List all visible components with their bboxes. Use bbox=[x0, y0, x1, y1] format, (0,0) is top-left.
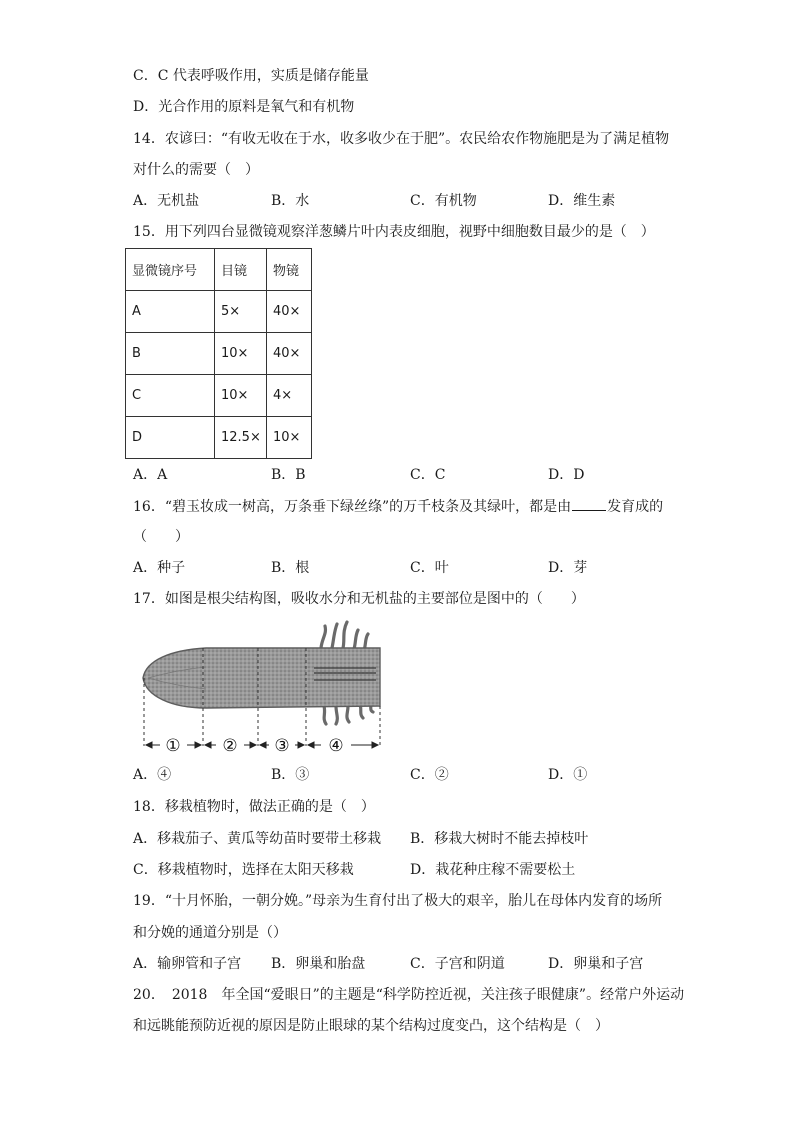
q19-option-b[interactable]: B．卵巢和胎盘 bbox=[271, 956, 366, 972]
q14-option-a[interactable]: A．无机盐 bbox=[133, 193, 200, 209]
q19-option-c[interactable]: C．子宫和阴道 bbox=[410, 956, 505, 972]
q18-option-b[interactable]: B．移栽大树时不能去掉枝叶 bbox=[410, 831, 589, 847]
q16-answer-paren: （ ） bbox=[133, 529, 189, 545]
table-row bbox=[126, 291, 312, 333]
table-cell: B bbox=[126, 333, 215, 375]
q17-stem: 17．如图是根尖结构图，吸收水分和无机盐的主要部位是图中的（ ） bbox=[133, 591, 585, 607]
q16-option-c[interactable]: C．叶 bbox=[410, 560, 449, 576]
table-cell: 5× bbox=[215, 291, 267, 333]
answer-blank[interactable] bbox=[572, 497, 606, 511]
q18-option-c[interactable]: C．移栽植物时，选择在太阳天移栽 bbox=[133, 862, 354, 878]
table-cell: 10× bbox=[215, 375, 267, 417]
q14-stem-line-2: 对什么的需要（ ） bbox=[133, 162, 259, 178]
q13-option-c: C．C 代表呼吸作用，实质是储存能量 bbox=[133, 68, 369, 84]
q19-option-a[interactable]: A．输卵管和子宫 bbox=[133, 956, 242, 972]
q16-option-b[interactable]: B．根 bbox=[271, 560, 310, 576]
q17-option-c[interactable]: C．② bbox=[410, 767, 449, 783]
q15-option-d[interactable]: D．D bbox=[548, 467, 585, 483]
q19-stem-line-2: 和分娩的通道分别是（） bbox=[133, 925, 287, 941]
zone-label-3: ③ bbox=[274, 736, 290, 756]
table-cell: 40× bbox=[267, 333, 312, 375]
q16-option-d[interactable]: D．芽 bbox=[548, 560, 588, 576]
table-cell: D bbox=[126, 417, 215, 459]
q19-option-d[interactable]: D．卵巢和子宫 bbox=[548, 956, 644, 972]
table-cell: 40× bbox=[267, 291, 312, 333]
q14-option-d[interactable]: D．维生素 bbox=[548, 193, 616, 209]
table-header-cell: 显微镜序号 bbox=[126, 249, 215, 291]
table-row bbox=[126, 333, 312, 375]
zone-label-2: ② bbox=[222, 736, 238, 756]
zone-label-4: ④ bbox=[328, 736, 344, 756]
root-tip-diagram bbox=[136, 618, 386, 756]
q19-stem-line-1: 19．“十月怀胎，一朝分娩。”母亲为生育付出了极大的艰辛，胎儿在母体内发育的场所 bbox=[133, 893, 663, 909]
q13-option-d: D．光合作用的原料是氧气和有机物 bbox=[133, 99, 355, 115]
q14-stem-line-1: 14．农谚曰：“有收无收在于水，收多收少在于肥”。农民给农作物施肥是为了满足植物 bbox=[133, 131, 670, 147]
q16-stem-text: 16．“碧玉妆成一树高，万条垂下绿丝绦”的万千枝条及其绿叶，都是由 bbox=[133, 499, 572, 515]
table-cell: 10× bbox=[215, 333, 267, 375]
q15-option-b[interactable]: B．B bbox=[271, 467, 306, 483]
table-cell: 12.5× bbox=[215, 417, 267, 459]
q15-option-c[interactable]: C．C bbox=[410, 467, 446, 483]
q15-option-a[interactable]: A．A bbox=[133, 467, 168, 483]
q18-stem: 18．移栽植物时，做法正确的是（ ） bbox=[133, 799, 375, 815]
q20-stem-line-2: 和远眺能预防近视的原因是防止眼球的某个结构过度变凸，这个结构是（ ） bbox=[133, 1018, 609, 1034]
table-cell: 4× bbox=[267, 375, 312, 417]
q14-option-c[interactable]: C．有机物 bbox=[410, 193, 477, 209]
table-cell: 10× bbox=[267, 417, 312, 459]
q18-option-d[interactable]: D．栽花种庄稼不需要松土 bbox=[410, 862, 576, 878]
table-cell: A bbox=[126, 291, 215, 333]
q16-stem-end: 发育成的 bbox=[607, 499, 664, 515]
table-header-cell: 物镜 bbox=[267, 249, 312, 291]
q20-stem-line-1: 20． 2018 年全国“爱眼日”的主题是“科学防控近视，关注孩子眼健康”。经常户外运动 bbox=[133, 987, 685, 1003]
q14-option-b[interactable]: B．水 bbox=[271, 193, 310, 209]
microscope-table bbox=[125, 248, 312, 459]
q17-option-a[interactable]: A．④ bbox=[133, 767, 172, 783]
table-row bbox=[126, 375, 312, 417]
q17-option-d[interactable]: D．① bbox=[548, 767, 588, 783]
root-body bbox=[143, 648, 380, 708]
q18-option-a[interactable]: A．移栽茄子、黄瓜等幼苗时要带土移栽 bbox=[133, 831, 382, 847]
q15-stem: 15．用下列四台显微镜观察洋葱鳞片叶内表皮细胞，视野中细胞数目最少的是（ ） bbox=[133, 224, 655, 240]
table-row bbox=[126, 417, 312, 459]
table-cell: C bbox=[126, 375, 215, 417]
q16-stem bbox=[133, 497, 663, 515]
zone-label-1: ① bbox=[165, 736, 181, 756]
table-header-row bbox=[126, 249, 312, 291]
table-header-cell: 目镜 bbox=[215, 249, 267, 291]
q16-option-a[interactable]: A．种子 bbox=[133, 560, 186, 576]
q17-option-b[interactable]: B．③ bbox=[271, 767, 310, 783]
